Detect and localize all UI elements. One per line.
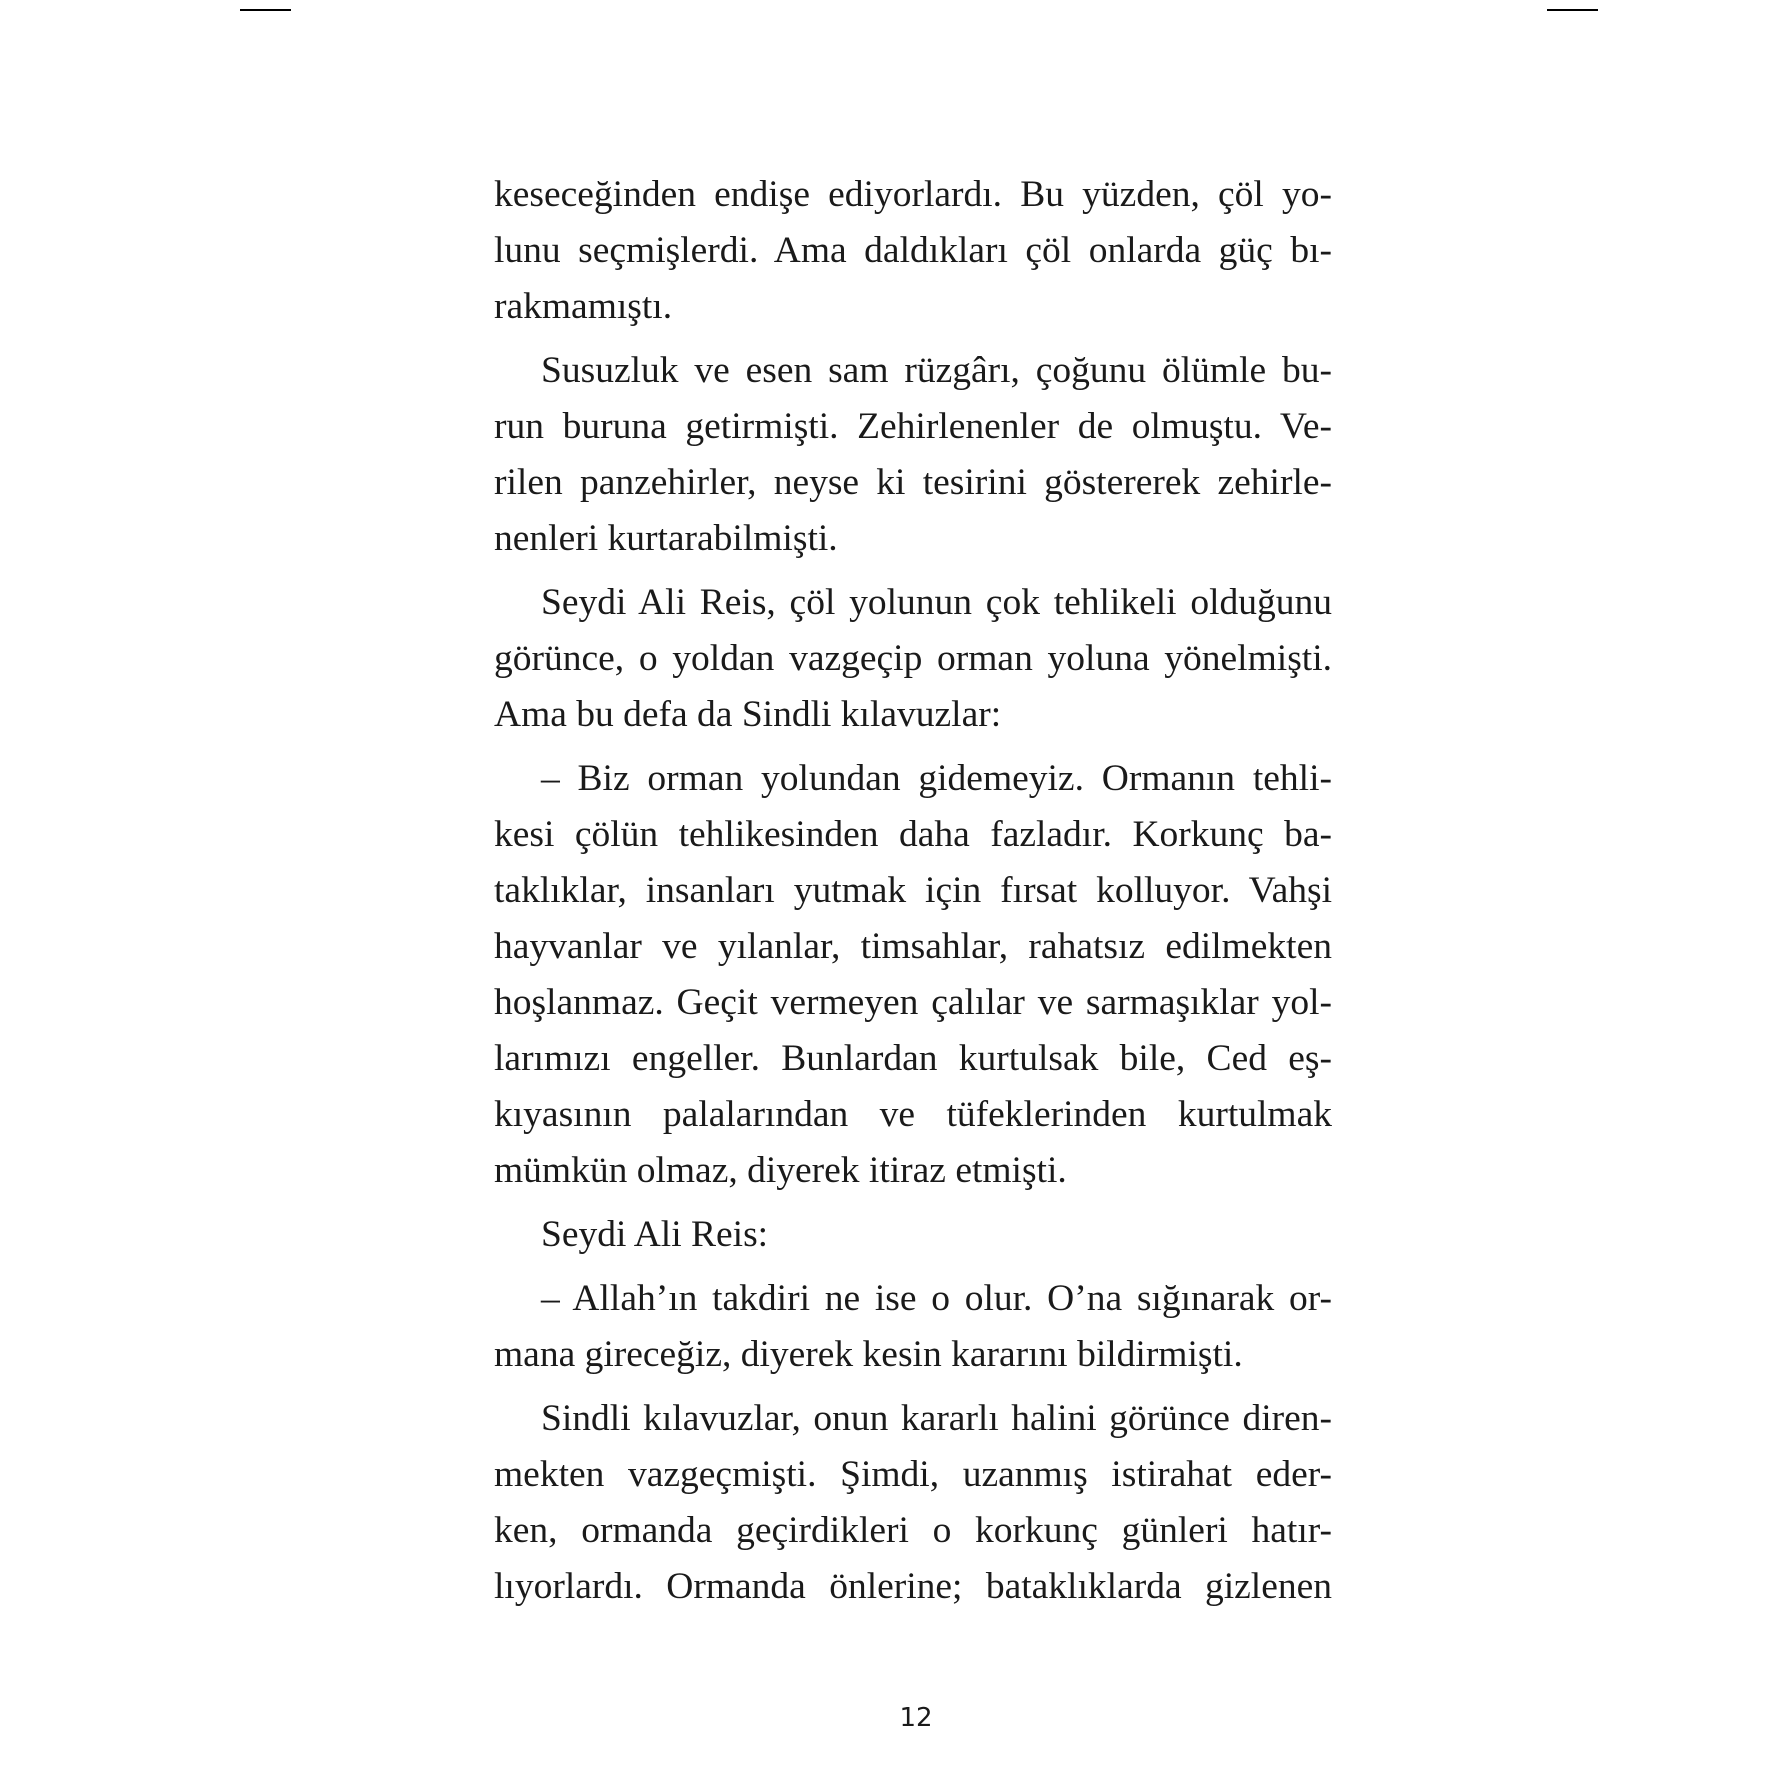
paragraph [494,1207,1332,1263]
text-line: nenleri kurtarabilmişti. [494,518,838,559]
text-line: rakmamıştı. [494,286,673,327]
text-line: rilen panzehirler, neyse ki tesirini göstererek zehirle- [494,462,1332,503]
text-line: taklıklar, insanları yutmak için fırsat kolluyor. Vahşi [494,870,1332,911]
text-line: Sindli kılavuzlar, onun kararlı halini görünce diren- [541,1398,1332,1439]
paragraph-gap [494,1199,1332,1207]
paragraph-gap [494,1383,1332,1391]
paragraph [494,1271,1332,1383]
paragraph-gap [494,1263,1332,1271]
text-line: mekten vazgeçmişti. Şimdi, uzanmış istirahat eder- [494,1454,1332,1495]
page-number: 12 [899,1703,933,1733]
paragraph-gap [494,567,1332,575]
paragraph [494,167,1332,335]
text-line: ken, ormanda geçirdikleri o korkunç günleri hatır- [494,1510,1332,1551]
text-line: Seydi Ali Reis, çöl yolunun çok tehlikeli olduğunu [541,582,1332,623]
text-line: larımızı engeller. Bunlardan kurtulsak bile, Ced eş- [494,1038,1332,1079]
paragraph-gap [494,335,1332,343]
crop-mark-top-right [1547,9,1598,11]
paragraph [494,1391,1332,1615]
text-line: Susuzluk ve esen sam rüzgârı, çoğunu ölümle bu- [541,350,1332,391]
text-line: lıyorlardı. Ormanda önlerine; bataklıklarda gizlenen [494,1566,1332,1607]
body-text [494,167,1332,1615]
text-line: kesi çölün tehlikesinden daha fazladır. Korkunç ba- [494,814,1332,855]
text-line: hoşlanmaz. Geçit vermeyen çalılar ve sarmaşıklar yol- [494,982,1332,1023]
text-line: kıyasının palalarından ve tüfeklerinden kurtulmak [494,1094,1332,1135]
text-line: mana gireceğiz, diyerek kesin kararını bildirmişti. [494,1334,1243,1375]
text-line: run buruna getirmişti. Zehirlenenler de olmuştu. Ve- [494,406,1332,447]
crop-mark-top-left [240,9,291,11]
text-line: görünce, o yoldan vazgeçip orman yoluna yönelmişti. [494,638,1332,679]
text-line: mümkün olmaz, diyerek itiraz etmişti. [494,1150,1067,1191]
text-line: – Biz orman yolundan gidemeyiz. Ormanın tehli- [541,758,1332,799]
text-line: – Allah’ın takdiri ne ise o olur. O’na sığınarak or- [541,1278,1332,1319]
paragraph-gap [494,743,1332,751]
text-line: keseceğinden endişe ediyorlardı. Bu yüzden, çöl yo- [494,174,1332,215]
paragraph [494,751,1332,1199]
paragraph [494,343,1332,567]
text-line: hayvanlar ve yılanlar, timsahlar, rahatsız edilmekten [494,926,1332,967]
text-line: lunu seçmişlerdi. Ama daldıkları çöl onlarda güç bı- [494,230,1332,271]
text-line: Ama bu defa da Sindli kılavuzlar: [494,694,1002,735]
paragraph [494,575,1332,743]
text-line: Seydi Ali Reis: [541,1214,769,1255]
